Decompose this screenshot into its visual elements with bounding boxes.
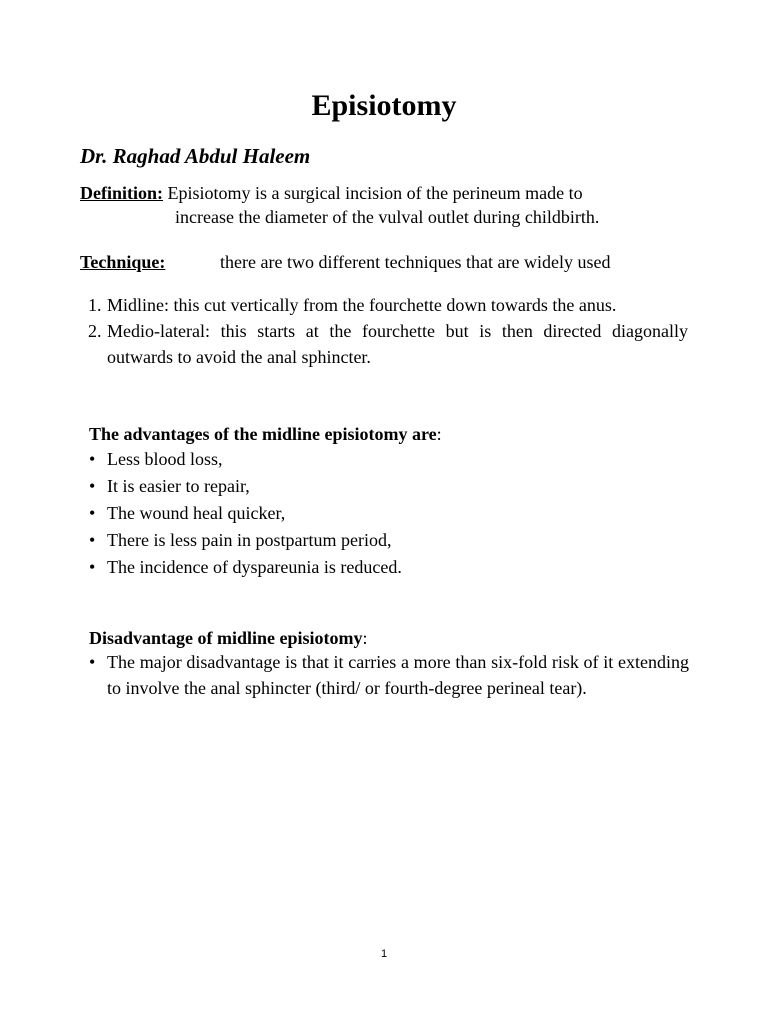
technique-list bbox=[88, 292, 688, 370]
disadvantage-heading bbox=[89, 625, 368, 651]
list-item bbox=[89, 649, 689, 701]
list-item-number: 1. bbox=[88, 295, 102, 315]
author-name: Dr. Raghad Abdul Haleem bbox=[80, 144, 311, 168]
list-item-text: Less blood loss, bbox=[107, 449, 223, 469]
document-title: Episiotomy bbox=[311, 89, 457, 122]
definition-text-line1: Episiotomy is a surgical incision of the perineum made to bbox=[163, 183, 583, 203]
list-item bbox=[89, 500, 689, 526]
list-item bbox=[89, 527, 689, 553]
definition-text-line2: increase the diameter of the vulval outlet during childbirth. bbox=[175, 207, 600, 227]
bullet-icon: • bbox=[89, 503, 96, 523]
list-item-text: It is easier to repair, bbox=[107, 476, 250, 496]
list-item bbox=[88, 318, 688, 370]
list-item-number: 2. bbox=[88, 321, 102, 341]
advantages-heading-colon: : bbox=[436, 424, 442, 444]
list-item bbox=[88, 292, 688, 318]
advantages-heading bbox=[89, 421, 442, 447]
bullet-icon: • bbox=[89, 449, 96, 469]
disadvantage-heading-colon: : bbox=[362, 628, 368, 648]
list-item bbox=[89, 554, 689, 580]
disadvantage-heading-text: Disadvantage of midline episiotomy bbox=[89, 628, 363, 648]
list-item-text: The major disadvantage is that it carries a more than six-fold risk of it extending to involve the anal sphincter (third/ or fourth-degree perineal tear). bbox=[107, 652, 689, 698]
technique-section bbox=[80, 249, 700, 275]
definition-section bbox=[80, 181, 700, 229]
bullet-icon: • bbox=[89, 476, 96, 496]
advantages-heading-text: The advantages of the midline episiotomy are bbox=[89, 424, 437, 444]
list-item bbox=[89, 473, 689, 499]
list-item-text: Midline: this cut vertically from the fourchette down towards the anus. bbox=[107, 295, 617, 315]
bullet-icon: • bbox=[89, 557, 96, 577]
disadvantage-list bbox=[89, 649, 689, 701]
technique-label: Technique: bbox=[80, 252, 166, 272]
definition-label: Definition: bbox=[80, 183, 163, 203]
list-item-text: Medio-lateral: this starts at the fourchette but is then directed diagonally outwards to avoid the anal sphincter. bbox=[107, 321, 688, 367]
bullet-icon: • bbox=[89, 530, 96, 550]
list-item-text: The incidence of dyspareunia is reduced. bbox=[107, 557, 402, 577]
page-number: 1 bbox=[380, 948, 388, 960]
list-item-text: The wound heal quicker, bbox=[107, 503, 286, 523]
bullet-icon: • bbox=[89, 652, 96, 672]
technique-text: there are two different techniques that are widely used bbox=[220, 252, 611, 272]
list-item bbox=[89, 446, 689, 472]
advantages-list bbox=[89, 446, 689, 581]
list-item-text: There is less pain in postpartum period, bbox=[107, 530, 392, 550]
